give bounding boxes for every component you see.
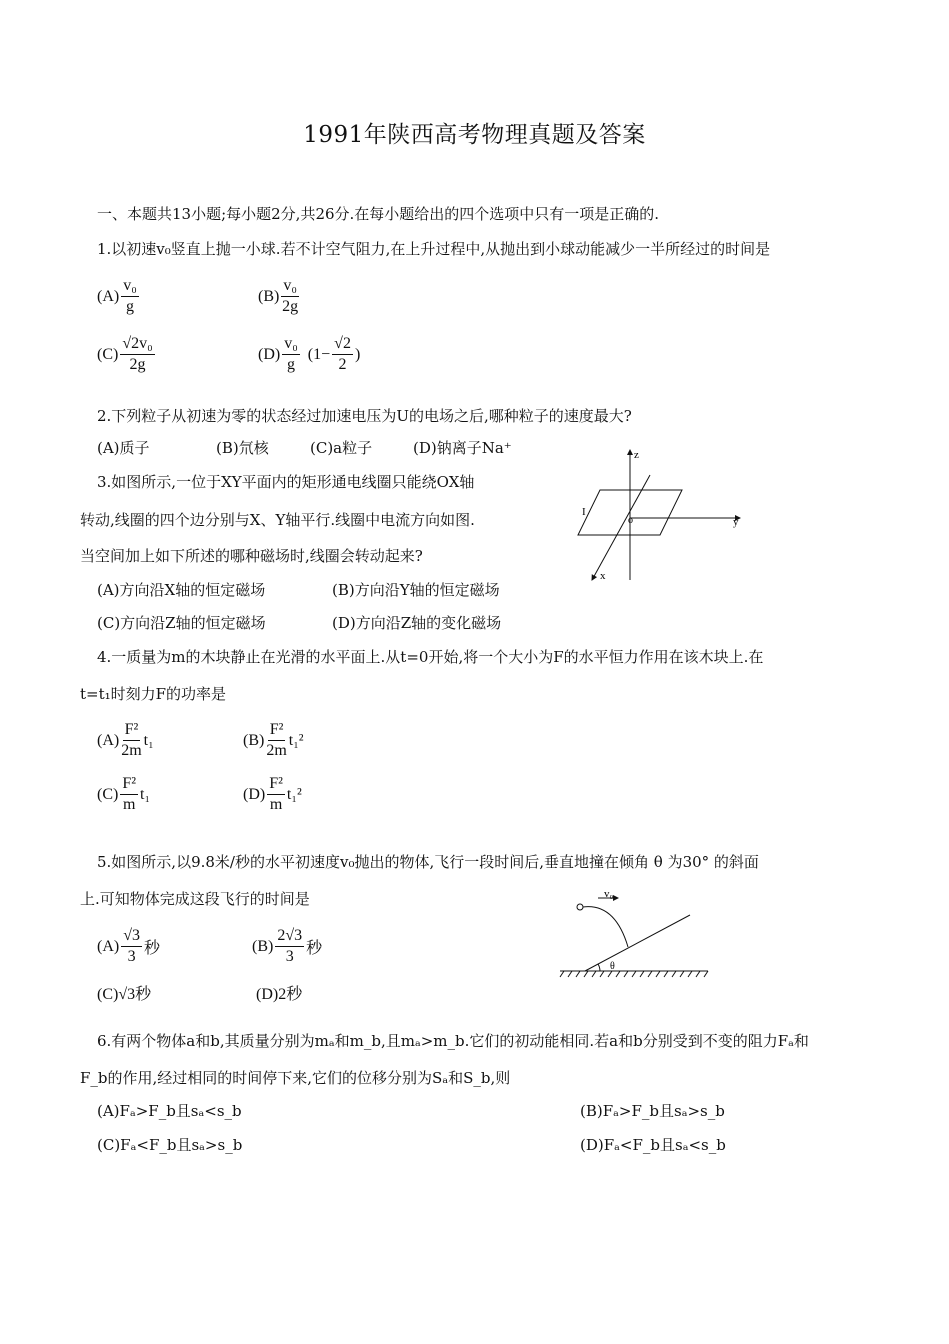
q5-b-num: 2√3 xyxy=(275,926,304,947)
q3-option-d: (D)方向沿Z轴的变化磁场 xyxy=(332,614,502,632)
fig-theta-label: θ xyxy=(610,961,615,972)
q3-option-c: (C)方向沿Z轴的恒定磁场 xyxy=(97,614,266,632)
q5-a-unit: 秒 xyxy=(144,940,161,957)
q1-b-num: v₀ xyxy=(281,276,299,297)
q4-a-den: 2m xyxy=(121,742,142,759)
q1-d-den2: 2 xyxy=(338,356,347,373)
q4-d-den: m xyxy=(269,796,283,813)
fig-y-label: y xyxy=(733,516,739,528)
q4-a-fraction xyxy=(121,720,141,761)
fig-z-label: z xyxy=(634,449,639,461)
q1-a-den: g xyxy=(126,298,134,315)
q4-c-label: (C) xyxy=(97,785,119,803)
question-3-line3: 当空间加上如下所述的哪种磁场时,线圈会转动起来? xyxy=(80,547,423,565)
question-4-line2: t=t₁时刻力F的功率是 xyxy=(80,685,227,703)
fig-v0-label: v₀ xyxy=(604,888,614,900)
q4-option-d xyxy=(243,774,302,815)
q4-d-label: (D) xyxy=(243,785,266,803)
q2-option-c: (C)a粒子 xyxy=(310,439,373,457)
q5-a-den: 3 xyxy=(127,948,136,965)
q1-a-fraction xyxy=(121,276,139,317)
question-4-line1: 4.一质量为m的木块静止在光滑的水平面上.从t=0开始,将一个大小为F的水平恒力作用在该木块上.在 xyxy=(97,648,764,666)
q5-b-unit: 秒 xyxy=(306,940,323,957)
q4-option-b xyxy=(243,720,304,761)
q4-b-t: t₁² xyxy=(288,731,304,749)
q5-b-fraction xyxy=(275,926,304,967)
q1-d-den: g xyxy=(287,356,295,373)
q5-incline-diagram xyxy=(560,885,710,980)
q1-d-fraction xyxy=(282,334,300,375)
q4-c-den: m xyxy=(122,796,136,813)
q1-d-end: ) xyxy=(354,345,361,363)
question-6-line1: 6.有两个物体a和b,其质量分别为mₐ和m_b,且mₐ>m_b.它们的初动能相同.若a和b分别受到不变的阻力Fₐ和 xyxy=(97,1032,809,1050)
q4-c-t: t₁ xyxy=(140,785,151,803)
q1-option-c xyxy=(97,334,157,375)
q1-option-a xyxy=(97,276,141,317)
question-5-line2: 上.可知物体完成这段飞行的时间是 xyxy=(80,890,310,908)
q1-c-num: √2v₀ xyxy=(120,334,154,355)
q5-option-d: (D)2秒 xyxy=(256,986,303,1003)
q4-d-t: t₁² xyxy=(286,785,302,803)
q3-option-a: (A)方向沿X轴的恒定磁场 xyxy=(97,581,266,599)
q5-option-c: (C)√3秒 xyxy=(97,986,152,1003)
q2-option-b: (B)氘核 xyxy=(216,439,269,457)
q1-d-fraction2 xyxy=(332,334,353,375)
q1-d-num: v₀ xyxy=(282,334,300,355)
question-3-line1: 3.如图所示,一位于XY平面内的矩形通电线圈只能绕OX轴 xyxy=(97,473,475,491)
q4-option-a xyxy=(97,720,154,761)
q3-coil-diagram xyxy=(570,445,760,590)
q4-d-fraction xyxy=(267,774,285,815)
q3-option-b: (B)方向沿Y轴的恒定磁场 xyxy=(332,581,500,599)
q1-a-label: (A) xyxy=(97,287,120,305)
q1-c-fraction xyxy=(120,334,154,375)
q4-d-num: F² xyxy=(267,774,285,795)
q1-c-den: 2g xyxy=(129,356,146,373)
q6-option-a: (A)Fₐ>F_b且sₐ<s_b xyxy=(97,1102,242,1120)
q1-b-den: 2g xyxy=(282,298,299,315)
question-5-line1: 5.如图所示,以9.8米/秒的水平初速度v₀抛出的物体,飞行一段时间后,垂直地撞在倾角 θ 为30° 的斜面 xyxy=(97,853,759,871)
question-1-stem: 1.以初速v₀竖直上抛一小球.若不计空气阻力,在上升过程中,从抛出到小球动能减少一半所经过的时间是 xyxy=(97,240,771,258)
page-title: 1991年陕西高考物理真题及答案 xyxy=(303,122,646,148)
q4-a-label: (A) xyxy=(97,731,120,749)
q6-option-d: (D)Fₐ<F_b且sₐ<s_b xyxy=(580,1136,726,1154)
q4-b-den: 2m xyxy=(266,742,287,759)
q4-option-c xyxy=(97,774,150,815)
q1-d-num2: √2 xyxy=(332,334,353,355)
q5-a-label: (A) xyxy=(97,937,120,955)
question-2-stem: 2.下列粒子从初速为零的状态经过加速电压为U的电场之后,哪种粒子的速度最大? xyxy=(97,407,632,425)
q1-d-mid: (1− xyxy=(307,345,331,363)
q4-b-num: F² xyxy=(268,720,286,741)
q4-a-num: F² xyxy=(123,720,141,741)
q6-option-b: (B)Fₐ>F_b且sₐ>s_b xyxy=(580,1102,725,1120)
q4-c-num: F² xyxy=(120,774,138,795)
q1-option-d xyxy=(258,334,360,375)
q4-a-t: t₁ xyxy=(143,731,154,749)
q1-d-label: (D) xyxy=(258,345,281,363)
q5-option-a xyxy=(97,926,160,967)
q4-b-fraction xyxy=(266,720,286,761)
q1-b-fraction xyxy=(281,276,299,317)
q4-c-fraction xyxy=(120,774,138,815)
q1-option-b xyxy=(258,276,301,317)
q6-option-c: (C)Fₐ<F_b且sₐ>s_b xyxy=(97,1136,243,1154)
section-heading: 一、本题共13小题;每小题2分,共26分.在每小题给出的四个选项中只有一项是正确的. xyxy=(97,205,660,223)
q5-b-den: 3 xyxy=(285,948,294,965)
q2-option-d: (D)钠离子Na⁺ xyxy=(413,439,512,457)
q2-option-a: (A)质子 xyxy=(97,439,150,457)
fig-o-label: o xyxy=(628,515,633,526)
fig-x-label: x xyxy=(600,570,606,582)
fig-i-label: I xyxy=(582,506,586,518)
q1-a-num: v₀ xyxy=(121,276,139,297)
q5-a-num: √3 xyxy=(121,926,142,947)
q5-option-b xyxy=(252,926,322,967)
q5-a-fraction xyxy=(121,926,142,967)
question-3-line2: 转动,线圈的四个边分别与X、Y轴平行.线圈中电流方向如图. xyxy=(80,511,475,529)
q1-b-label: (B) xyxy=(258,287,280,305)
q5-b-label: (B) xyxy=(252,937,274,955)
q4-b-label: (B) xyxy=(243,731,265,749)
q1-c-label: (C) xyxy=(97,345,119,363)
question-6-line2: F_b的作用,经过相同的时间停下来,它们的位移分别为Sₐ和S_b,则 xyxy=(80,1069,511,1087)
